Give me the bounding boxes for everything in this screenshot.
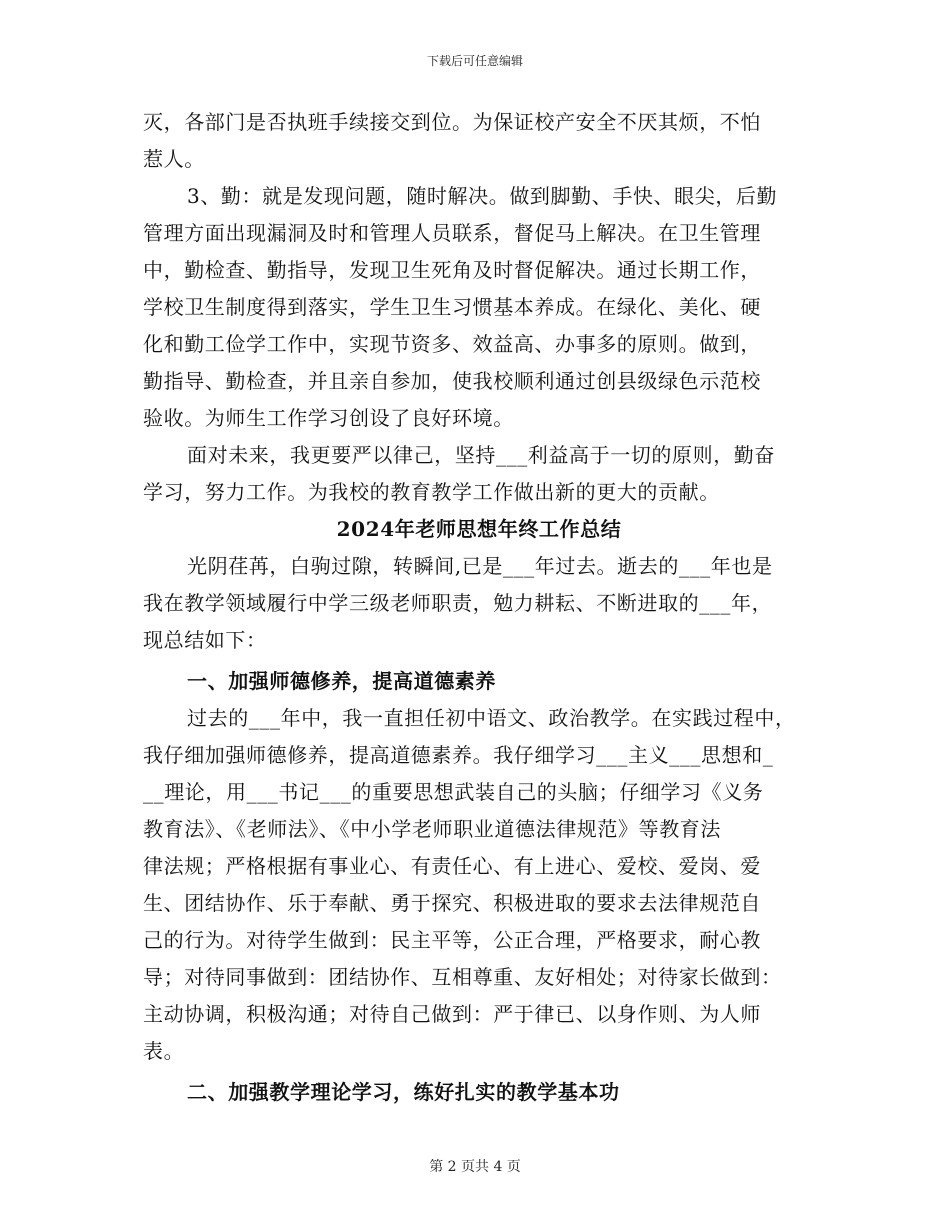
text-line: 律法规；严格根据有事业心、有责任心、有上进心、爱校、爱岗、爱: [143, 854, 761, 878]
text-line: 管理方面出现漏洞及时和管理人员联系，督促马上解决。在卫生管理: [143, 221, 761, 245]
text-line: 化和勤工俭学工作中，实现节资多、效益高、办事多的原则。做到，: [143, 332, 761, 356]
text-line: 导；对待同事做到：团结协作、互相尊重、友好相处；对待家长做到：: [143, 965, 782, 989]
text-line: 主动协调，积极沟通；对待自己做到：严于律已、以身作则、为人师: [143, 1002, 761, 1026]
section-heading: 二、加强教学理论学习，练好扎实的教学基本功: [187, 1080, 620, 1104]
page-header: 下载后可任意编辑: [426, 54, 523, 68]
text-line: 中，勤检查、勤指导，发现卫生死角及时督促解决。通过长期工作，: [143, 258, 761, 282]
text-line: 惹人。: [143, 147, 205, 171]
section-heading: 一、加强师德修养，提高道德素养: [187, 669, 496, 693]
text-line: 我仔细加强师德修养，提高道德素养。我仔细学习___主义___思想和_: [143, 743, 774, 767]
text-line: 我在教学领域履行中学三级老师职责，勉力耕耘、不断进取的___年，: [143, 591, 773, 615]
paragraph-start: 光阴荏苒，白驹过隙，转瞬间,已是___年过去。逝去的___年也是: [187, 554, 773, 578]
paragraph-start: 过去的___年中，我一直担任初中语文、政治教学。在实践过程中，: [187, 706, 796, 730]
text-line: 己的行为。对待学生做到：民主平等，公正合理，严格要求，耐心教: [143, 928, 761, 952]
text-line: 教育法》、《老师法》、《中小学老师职业道德法律规范》等教育法: [143, 817, 721, 841]
paragraph-start: 3、勤：就是发现问题，随时解决。做到脚勤、手快、眼尖，后勤: [187, 184, 778, 208]
page-footer: 第 2 页共 4 页: [429, 1159, 521, 1175]
document-title: 2024年老师思想年终工作总结: [336, 517, 622, 541]
paragraph-start: 面对未来，我更要严以律己，坚持___利益高于一切的原则，勤奋: [187, 443, 775, 467]
text-line: 验收。为师生工作学习创设了良好环境。: [143, 406, 514, 430]
text-line: __理论，用___书记___的重要思想武装自己的头脑；仔细学习《义务: [143, 780, 764, 804]
text-line: 勤指导、勤检查，并且亲自参加，使我校顺利通过创县级绿色示范校: [143, 369, 761, 393]
text-line: 表。: [143, 1039, 185, 1063]
document-body: [143, 104, 815, 1111]
text-line: 学校卫生制度得到落实，学生卫生习惯基本养成。在绿化、美化、硬: [143, 295, 761, 319]
text-line: 现总结如下：: [143, 628, 267, 652]
text-line: 学习，努力工作。为我校的教育教学工作做出新的更大的贡献。: [143, 480, 720, 504]
text-line: 灭，各部门是否执班手续接交到位。为保证校产安全不厌其烦，不怕: [143, 110, 761, 134]
text-line: 生、团结协作、乐于奉献、勇于探究、积极进取的要求去法律规范自: [143, 891, 761, 915]
